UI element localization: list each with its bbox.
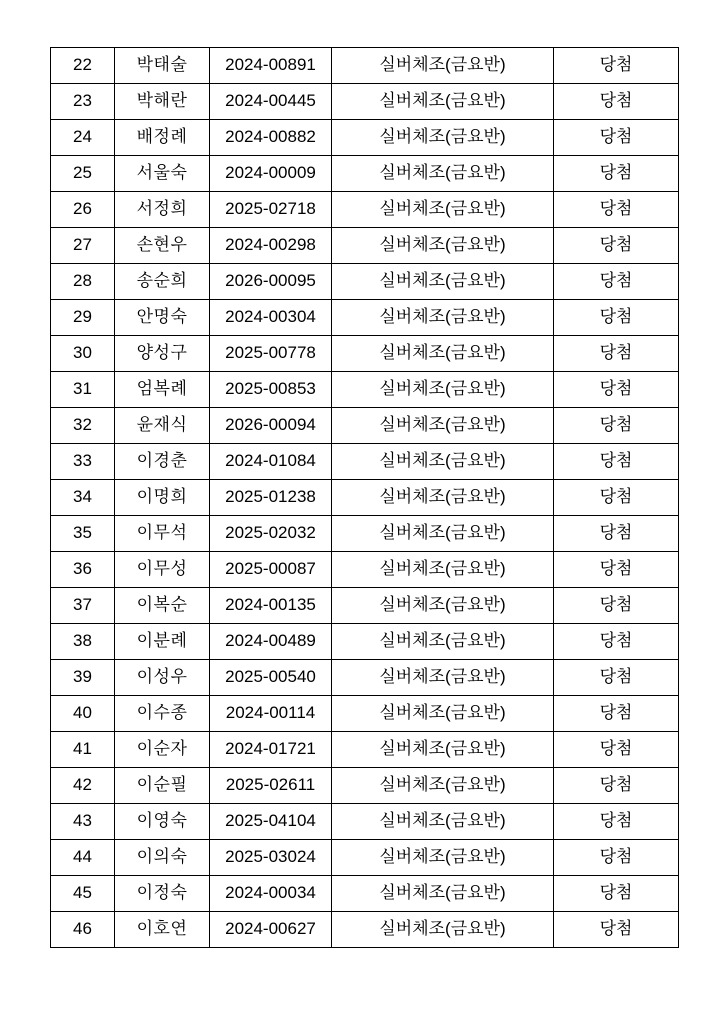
cell-number: 34 bbox=[51, 480, 115, 516]
cell-code: 2025-00087 bbox=[210, 552, 332, 588]
cell-class: 실버체조(금요반) bbox=[332, 696, 554, 732]
cell-status: 당첨 bbox=[554, 696, 679, 732]
cell-code: 2024-00304 bbox=[210, 300, 332, 336]
table-row bbox=[51, 336, 679, 372]
table-row bbox=[51, 192, 679, 228]
cell-status: 당첨 bbox=[554, 804, 679, 840]
cell-code: 2024-00489 bbox=[210, 624, 332, 660]
cell-name: 이무성 bbox=[115, 552, 210, 588]
cell-class: 실버체조(금요반) bbox=[332, 804, 554, 840]
cell-class: 실버체조(금요반) bbox=[332, 228, 554, 264]
cell-number: 25 bbox=[51, 156, 115, 192]
cell-name: 윤재식 bbox=[115, 408, 210, 444]
cell-class: 실버체조(금요반) bbox=[332, 444, 554, 480]
cell-status: 당첨 bbox=[554, 372, 679, 408]
cell-code: 2025-00853 bbox=[210, 372, 332, 408]
cell-class: 실버체조(금요반) bbox=[332, 912, 554, 948]
cell-name: 엄복례 bbox=[115, 372, 210, 408]
cell-class: 실버체조(금요반) bbox=[332, 588, 554, 624]
cell-status: 당첨 bbox=[554, 516, 679, 552]
cell-class: 실버체조(금요반) bbox=[332, 876, 554, 912]
table-row bbox=[51, 408, 679, 444]
table-row bbox=[51, 120, 679, 156]
cell-code: 2025-02718 bbox=[210, 192, 332, 228]
cell-class: 실버체조(금요반) bbox=[332, 840, 554, 876]
cell-class: 실버체조(금요반) bbox=[332, 552, 554, 588]
table-row bbox=[51, 804, 679, 840]
cell-number: 45 bbox=[51, 876, 115, 912]
cell-class: 실버체조(금요반) bbox=[332, 732, 554, 768]
cell-name: 박태술 bbox=[115, 48, 210, 84]
cell-class: 실버체조(금요반) bbox=[332, 84, 554, 120]
cell-class: 실버체조(금요반) bbox=[332, 264, 554, 300]
table-row bbox=[51, 588, 679, 624]
cell-code: 2025-02611 bbox=[210, 768, 332, 804]
table-row bbox=[51, 516, 679, 552]
cell-class: 실버체조(금요반) bbox=[332, 372, 554, 408]
table-row bbox=[51, 84, 679, 120]
cell-class: 실버체조(금요반) bbox=[332, 48, 554, 84]
cell-status: 당첨 bbox=[554, 444, 679, 480]
cell-number: 22 bbox=[51, 48, 115, 84]
cell-status: 당첨 bbox=[554, 300, 679, 336]
table-row bbox=[51, 876, 679, 912]
cell-number: 40 bbox=[51, 696, 115, 732]
cell-status: 당첨 bbox=[554, 228, 679, 264]
cell-status: 당첨 bbox=[554, 552, 679, 588]
table-row bbox=[51, 912, 679, 948]
cell-status: 당첨 bbox=[554, 336, 679, 372]
cell-name: 이무석 bbox=[115, 516, 210, 552]
cell-code: 2026-00094 bbox=[210, 408, 332, 444]
cell-name: 이영숙 bbox=[115, 804, 210, 840]
cell-name: 이복순 bbox=[115, 588, 210, 624]
table-body bbox=[51, 48, 679, 948]
cell-name: 양성구 bbox=[115, 336, 210, 372]
cell-name: 이정숙 bbox=[115, 876, 210, 912]
cell-name: 이의숙 bbox=[115, 840, 210, 876]
cell-number: 26 bbox=[51, 192, 115, 228]
cell-name: 이분례 bbox=[115, 624, 210, 660]
cell-number: 27 bbox=[51, 228, 115, 264]
cell-name: 서정희 bbox=[115, 192, 210, 228]
cell-status: 당첨 bbox=[554, 84, 679, 120]
cell-code: 2025-02032 bbox=[210, 516, 332, 552]
cell-class: 실버체조(금요반) bbox=[332, 480, 554, 516]
cell-name: 서울숙 bbox=[115, 156, 210, 192]
cell-number: 28 bbox=[51, 264, 115, 300]
cell-number: 42 bbox=[51, 768, 115, 804]
cell-code: 2024-00891 bbox=[210, 48, 332, 84]
table-row bbox=[51, 444, 679, 480]
cell-name: 이경춘 bbox=[115, 444, 210, 480]
cell-status: 당첨 bbox=[554, 912, 679, 948]
table-row bbox=[51, 156, 679, 192]
cell-number: 39 bbox=[51, 660, 115, 696]
cell-class: 실버체조(금요반) bbox=[332, 768, 554, 804]
table-row bbox=[51, 300, 679, 336]
cell-code: 2024-00627 bbox=[210, 912, 332, 948]
cell-number: 35 bbox=[51, 516, 115, 552]
cell-name: 이호연 bbox=[115, 912, 210, 948]
cell-status: 당첨 bbox=[554, 732, 679, 768]
cell-status: 당첨 bbox=[554, 120, 679, 156]
cell-status: 당첨 bbox=[554, 876, 679, 912]
cell-number: 24 bbox=[51, 120, 115, 156]
cell-name: 이명희 bbox=[115, 480, 210, 516]
cell-name: 이순자 bbox=[115, 732, 210, 768]
table-row bbox=[51, 48, 679, 84]
table-row bbox=[51, 732, 679, 768]
cell-number: 43 bbox=[51, 804, 115, 840]
cell-name: 손현우 bbox=[115, 228, 210, 264]
cell-status: 당첨 bbox=[554, 156, 679, 192]
cell-status: 당첨 bbox=[554, 840, 679, 876]
cell-code: 2026-00095 bbox=[210, 264, 332, 300]
cell-number: 30 bbox=[51, 336, 115, 372]
cell-status: 당첨 bbox=[554, 588, 679, 624]
table-row bbox=[51, 228, 679, 264]
table-row bbox=[51, 696, 679, 732]
cell-class: 실버체조(금요반) bbox=[332, 120, 554, 156]
cell-status: 당첨 bbox=[554, 48, 679, 84]
table-row bbox=[51, 624, 679, 660]
cell-code: 2024-00445 bbox=[210, 84, 332, 120]
cell-status: 당첨 bbox=[554, 264, 679, 300]
cell-status: 당첨 bbox=[554, 660, 679, 696]
cell-status: 당첨 bbox=[554, 192, 679, 228]
cell-class: 실버체조(금요반) bbox=[332, 156, 554, 192]
cell-code: 2024-00298 bbox=[210, 228, 332, 264]
cell-code: 2024-00114 bbox=[210, 696, 332, 732]
cell-name: 박해란 bbox=[115, 84, 210, 120]
cell-name: 안명숙 bbox=[115, 300, 210, 336]
table-row bbox=[51, 480, 679, 516]
cell-name: 배정례 bbox=[115, 120, 210, 156]
document-page bbox=[50, 47, 678, 948]
cell-code: 2025-03024 bbox=[210, 840, 332, 876]
cell-number: 23 bbox=[51, 84, 115, 120]
cell-code: 2024-00034 bbox=[210, 876, 332, 912]
table-row bbox=[51, 264, 679, 300]
table-row bbox=[51, 552, 679, 588]
cell-class: 실버체조(금요반) bbox=[332, 300, 554, 336]
cell-class: 실버체조(금요반) bbox=[332, 192, 554, 228]
cell-code: 2024-00009 bbox=[210, 156, 332, 192]
cell-name: 이수종 bbox=[115, 696, 210, 732]
cell-number: 38 bbox=[51, 624, 115, 660]
cell-code: 2024-01721 bbox=[210, 732, 332, 768]
cell-code: 2025-01238 bbox=[210, 480, 332, 516]
cell-number: 41 bbox=[51, 732, 115, 768]
cell-number: 29 bbox=[51, 300, 115, 336]
table-row bbox=[51, 660, 679, 696]
lottery-result-table bbox=[50, 47, 679, 948]
table-row bbox=[51, 372, 679, 408]
cell-number: 33 bbox=[51, 444, 115, 480]
table-row bbox=[51, 840, 679, 876]
cell-name: 이순필 bbox=[115, 768, 210, 804]
cell-status: 당첨 bbox=[554, 408, 679, 444]
cell-status: 당첨 bbox=[554, 768, 679, 804]
cell-class: 실버체조(금요반) bbox=[332, 624, 554, 660]
cell-code: 2025-04104 bbox=[210, 804, 332, 840]
cell-class: 실버체조(금요반) bbox=[332, 336, 554, 372]
cell-number: 44 bbox=[51, 840, 115, 876]
cell-number: 36 bbox=[51, 552, 115, 588]
table-row bbox=[51, 768, 679, 804]
cell-code: 2025-00540 bbox=[210, 660, 332, 696]
cell-number: 32 bbox=[51, 408, 115, 444]
cell-number: 31 bbox=[51, 372, 115, 408]
cell-code: 2024-00135 bbox=[210, 588, 332, 624]
cell-class: 실버체조(금요반) bbox=[332, 408, 554, 444]
cell-number: 46 bbox=[51, 912, 115, 948]
cell-name: 이성우 bbox=[115, 660, 210, 696]
cell-number: 37 bbox=[51, 588, 115, 624]
cell-code: 2025-00778 bbox=[210, 336, 332, 372]
cell-code: 2024-01084 bbox=[210, 444, 332, 480]
cell-status: 당첨 bbox=[554, 624, 679, 660]
cell-code: 2024-00882 bbox=[210, 120, 332, 156]
cell-name: 송순희 bbox=[115, 264, 210, 300]
cell-status: 당첨 bbox=[554, 480, 679, 516]
cell-class: 실버체조(금요반) bbox=[332, 516, 554, 552]
cell-class: 실버체조(금요반) bbox=[332, 660, 554, 696]
